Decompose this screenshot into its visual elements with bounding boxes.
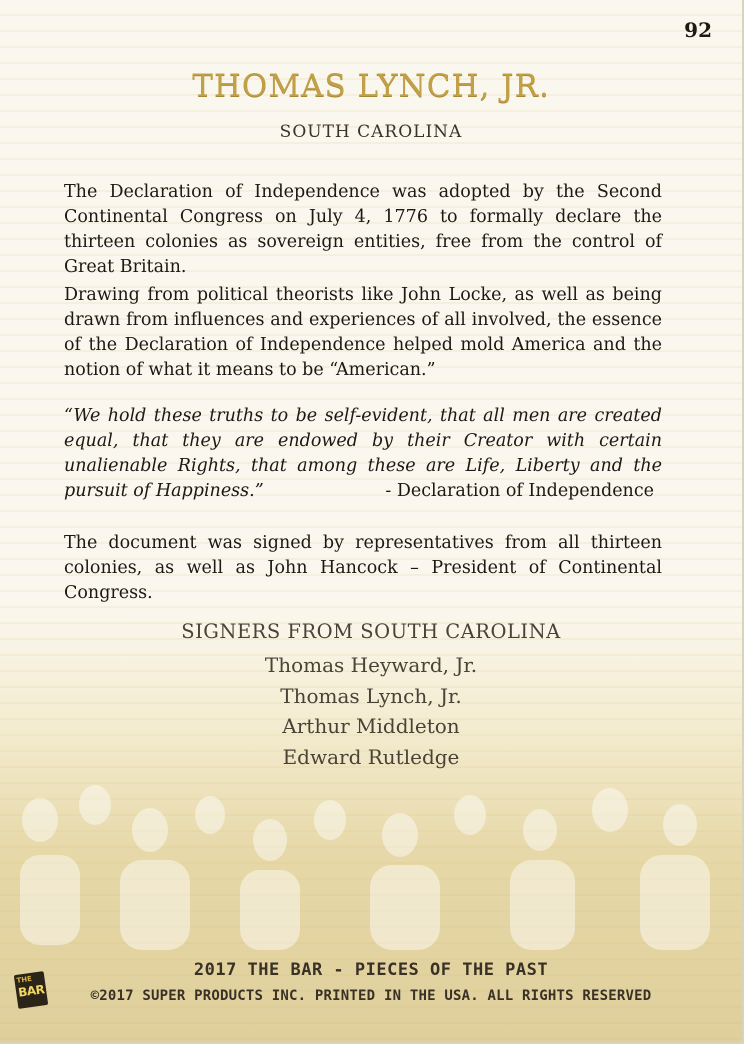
- signer-name: Thomas Heyward, Jr.: [264, 653, 478, 677]
- copyright-line: ©2017 SUPER PRODUCTS INC. PRINTED IN THE USA. ALL RIGHTS RESERVED: [90, 988, 652, 1004]
- set-name: 2017 THE BAR - PIECES OF THE PAST: [193, 960, 549, 980]
- quote-attribution: - Declaration of Independence: [385, 481, 654, 501]
- paragraph-influence: Drawing from political theorists like John Locke, as well as being drawn from influences and experiences of all involved, the essence of the Declaration of Independence helped mold America and the notion of what it means to be “American.”: [64, 285, 662, 380]
- signers-heading: SIGNERS FROM SOUTH CAROLINA: [181, 620, 561, 643]
- paragraph-adoption: The Declaration of Independence was adopted by the Second Continental Congress on July 4, 1776 to formally declare the thirteen colonies as sovereign entities, free from the control of Great Britain.: [64, 182, 662, 277]
- card-number: 92: [684, 18, 712, 42]
- state-subtitle: SOUTH CAROLINA: [279, 122, 463, 142]
- declaration-quote: “We hold these truths to be self-evident, that all men are created equal, that they are endowed by their Creator with certain unalienable Rights, that among these are Life, Liberty and the pursuit of Happiness.”: [64, 406, 662, 501]
- logo-big-text: BAR: [17, 982, 46, 1000]
- signer-name: Thomas Lynch, Jr.: [280, 683, 462, 708]
- signer-name: Arthur Middleton: [282, 714, 460, 738]
- paragraph-signers: The document was signed by representatives from all thirteen colonies, as well as John Hancock – President of Continental Congress.: [64, 533, 662, 603]
- logo-small-text: THE: [16, 974, 33, 985]
- signer-name-title: THOMAS LYNCH, JR.: [192, 68, 550, 104]
- signer-name: Edward Rutledge: [282, 744, 460, 769]
- signing-scene-background: [0, 760, 742, 960]
- signers-list: [0, 650, 742, 772]
